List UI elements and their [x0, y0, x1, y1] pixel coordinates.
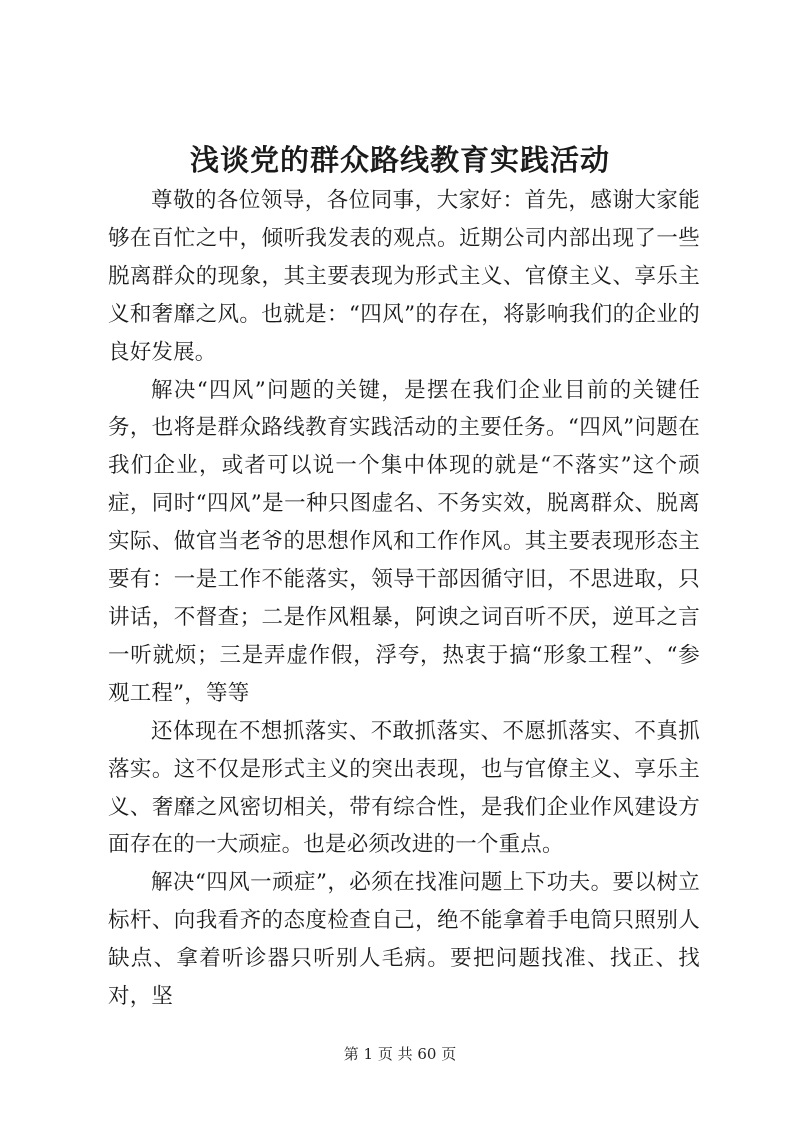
paragraph-greeting: 尊敬的各位领导，各位同事，大家好：首先，感谢大家能够在百忙之中，倾听我发表的观点。近期公司内部出现了一些脱离群众的现象，其主要表现为形式主义、官僚主义、享乐主义和奢靡之风。也就是：“四风”的存在，将影响我们的企业的良好发展。: [108, 188, 700, 365]
paragraph-four-winds-key: 解决“四风”问题的关键，是摆在我们企业目前的关键任务，也将是群众路线教育实践活动的主要任务。“四风”问题在我们企业，或者可以说一个集中体现的就是“不落实”这个顽症，同时“四风”是一种只图虚名、不务实效，脱离群众、脱离实际、做官当老爷的思想作风和工作作风。其主要表现形态主要有：一是工作不能落实，领导干部因循守旧，不思进取，只讲话，不督查；二是作风粗暴，阿谀之词百听不厌，逆耳之言一听就烦；三是弄虚作假，浮夸，热衷于搞“形象工程”、“参观工程”，等等: [108, 377, 700, 706]
document-body: [108, 182, 700, 1016]
paragraph-solution: 解决“四风一顽症”，必须在找准问题上下功夫。要以树立标杆、向我看齐的态度检查自己，绝不能拿着手电筒只照别人缺点、拿着听诊器只听别人毛病。要把问题找准、找正、找对，坚: [108, 870, 700, 1010]
page-number-footer: 第 1 页 共 60 页: [343, 1045, 457, 1063]
paragraph-implementation: 还体现在不想抓落实、不敢抓落实、不愿抓落实、不真抓落实。这不仅是形式主义的突出表现，也与官僚主义、享乐主义、奢靡之风密切相关，带有综合性，是我们企业作风建设方面存在的一大顽症。也是必须改进的一个重点。: [108, 718, 700, 858]
document-title: 浅谈党的群众路线教育实践活动: [189, 143, 610, 177]
